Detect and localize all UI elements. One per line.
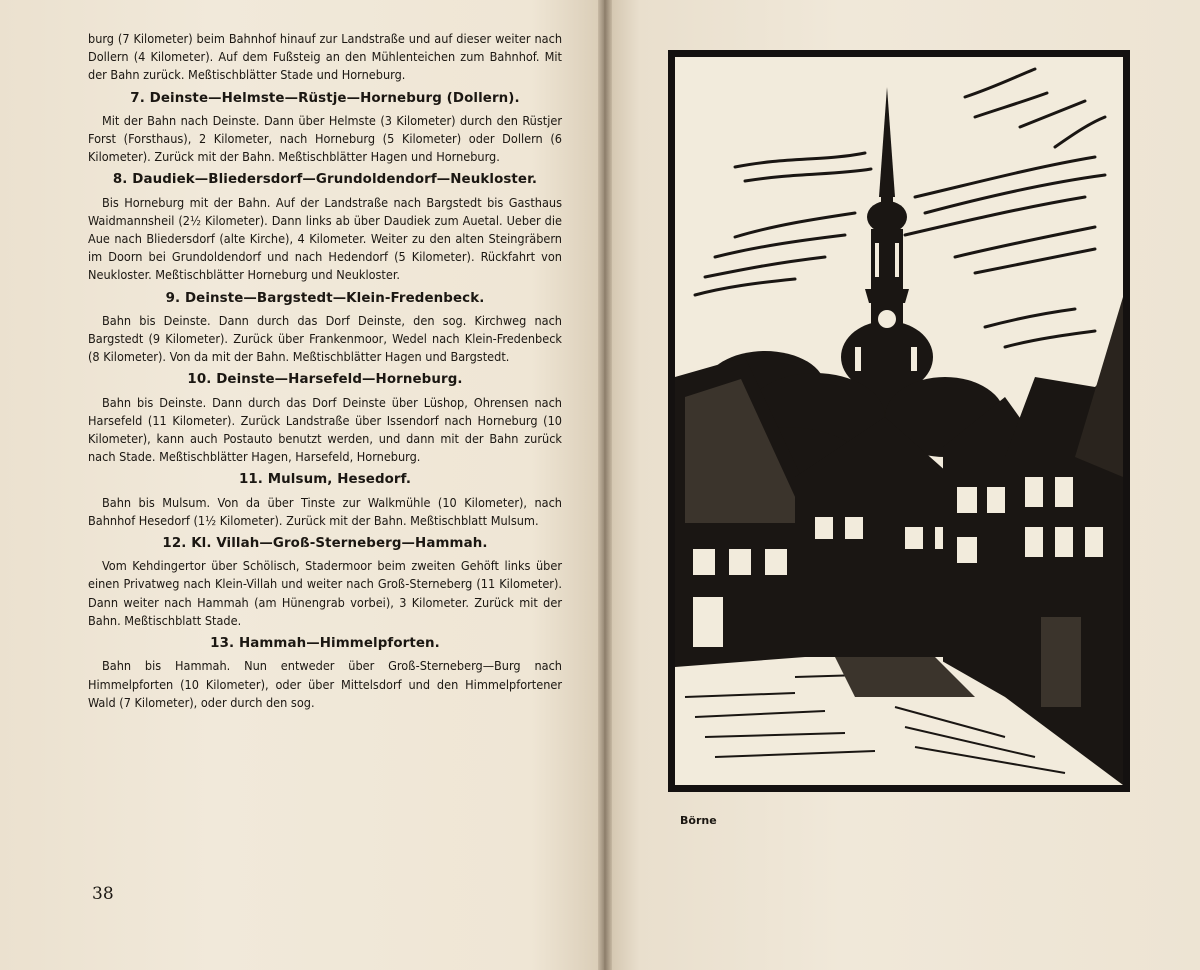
- text-column: [88, 30, 562, 712]
- route-text-7: Mit der Bahn nach Deinste. Dann über Helmste (3 Kilometer) durch den Rüstjer Forst (Forsthaus), 2 Kilometer, nach Horneburg (5 Kilometer) oder Dollern (6 Kilometer). Zurück mit der Bahn. Meßtischblätter Hagen und Horneburg.: [88, 112, 562, 165]
- route-text-8: Bis Horneburg mit der Bahn. Auf der Landstraße nach Bargstedt bis Gasthaus Waidmannsheil (2½ Kilometer). Dann links ab über Daudiek zum Auetal. Ueber die Aue nach Bliedersdorf (alte Kirche), 4 Kilometer. Weiter zu den alten Steingräbern im Doorn bei Grundoldendorf und nach Hedendorf (5 Kilometer). Rückfahrt von Neukloster. Meßtischblätter Horneburg und Neukloster.: [88, 194, 562, 283]
- paragraph-continued: burg (7 Kilometer) beim Bahnhof hinauf zur Landstraße und auf dieser weiter nach Dollern (4 Kilometer). Auf dem Fußsteig an den Mühlenteichen zum Bahnhof. Mit der Bahn zurück. Meßtischblätter Stade und Horneburg.: [88, 31, 562, 83]
- book-gutter: [598, 0, 612, 970]
- route-heading-9: 9. Deinste—Bargstedt—Klein-Fredenbeck.: [165, 290, 485, 306]
- illustration-caption: Börne: [680, 814, 717, 827]
- route-heading-8: 8. Daudiek—Bliedersdorf—Grundoldendorf—Neukloster.: [112, 172, 538, 188]
- route-heading-12: 12. Kl. Villah—Groß-Sterneberg—Hammah.: [162, 536, 488, 552]
- route-heading-7: 7. Deinste—Helmste—Rüstje—Horneburg (Dollern).: [130, 90, 520, 106]
- route-heading-13: 13. Hammah—Himmelpforten.: [210, 636, 440, 652]
- route-text-12: Vom Kehdingertor über Schölisch, Stadermoor beim zweiten Gehöft links über einen Privatweg nach Klein-Villah und weiter nach Groß-Sterneberg (11 Kilometer). Dann weiter nach Hammah (am Hünengrab vorbei), 3 Kilometer. Zurück mit der Bahn. Meßtischblatt Stade.: [88, 558, 562, 628]
- page-number: 38: [92, 884, 114, 904]
- route-heading-10: 10. Deinste—Harsefeld—Horneburg.: [187, 372, 463, 388]
- route-text-11: Bahn bis Mulsum. Von da über Tinste zur Walkmühle (10 Kilometer), nach Bahnhof Hesedorf (1½ Kilometer). Zurück mit der Bahn. Meßtischblatt Mulsum.: [88, 494, 562, 528]
- woodcut-church-village-icon: [668, 50, 1130, 792]
- route-text-13: Bahn bis Hammah. Nun entweder über Groß-Sterneberg—Burg nach Himmelpforten (10 Kilometer), oder über Mittelsdorf und den Himmelpfortener Wald (7 Kilometer), oder durch den sog.: [88, 658, 562, 710]
- illustration-svg: [675, 57, 1123, 785]
- route-heading-11: 11. Mulsum, Hesedorf.: [238, 472, 412, 488]
- route-text-9: Bahn bis Deinste. Dann durch das Dorf Deinste, den sog. Kirchweg nach Bargstedt (9 Kilometer). Zurück über Frankenmoor, Wedel nach Klein-Fredenbeck (8 Kilometer). Von da mit der Bahn. Meßtischblätter Hagen und Bargstedt.: [88, 312, 562, 365]
- route-text-10: Bahn bis Deinste. Dann durch das Dorf Deinste über Lüshop, Ohrensen nach Harsefeld (11 Kilometer). Zurück Landstraße über Issendorf nach Horneburg (10 Kilometer), kann auch Postauto benutzt werden, und dann mit der Bahn zurück nach Stade. Meßtischblätter Hagen, Harsefeld, Horneburg.: [88, 394, 562, 465]
